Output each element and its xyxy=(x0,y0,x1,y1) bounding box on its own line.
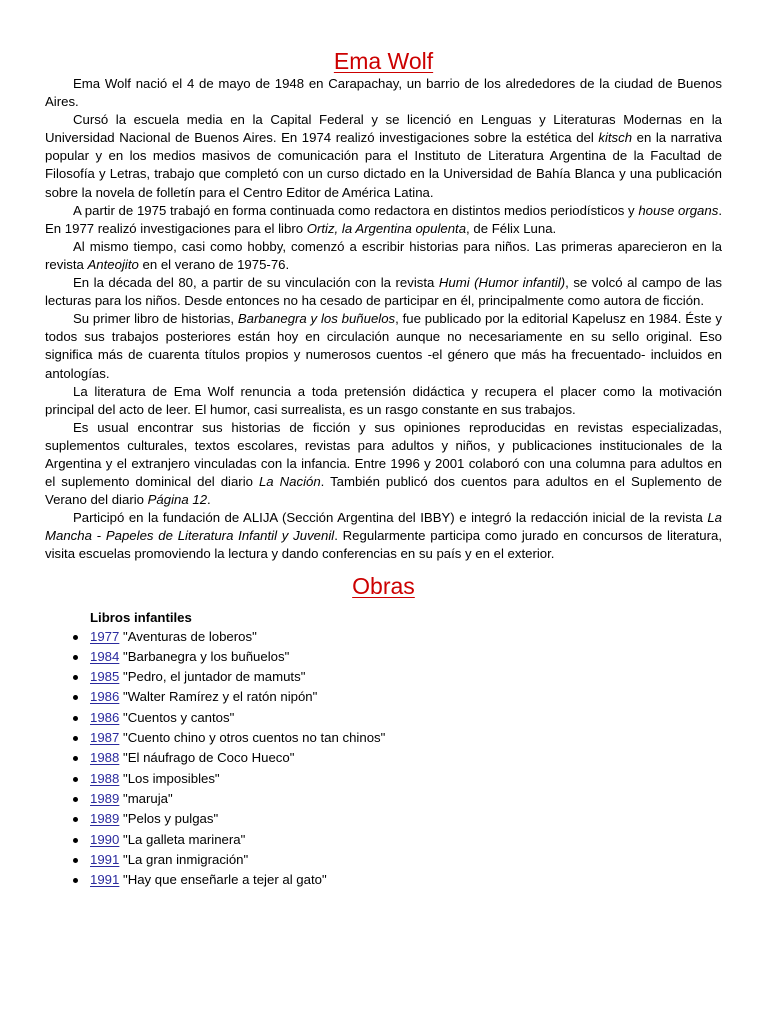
text-run: en la narrativa popular y en los medios masivos de comunicación para el Instituto de Literatura Argentina de la Facultad de Filosofía y Letras, trabajo que completó con un curso dictado en la Universidad de Bahía Blanca y una publicación sobre la novela de folletín para el Centro Editor de América Latina. xyxy=(45,130,722,200)
text-run: . xyxy=(207,492,211,508)
book-list-item xyxy=(90,870,722,890)
book-title: "La gran inmigración" xyxy=(123,851,249,867)
italic-title: house organs xyxy=(638,202,719,218)
italic-title: kitsch xyxy=(598,130,633,146)
book-title: "Barbanegra y los buñuelos" xyxy=(123,648,290,664)
bio-paragraph xyxy=(45,202,722,238)
text-run: Es usual encontrar sus historias de ficción y sus opiniones reproducidas en revistas especializadas, suplementos culturales, textos escolares, revistas para adultos y niños, y publicaciones institucionales de la Argentina y el extranjero vinculadas con la infancia. Entre 1996 y 2001 colaboró con una columna para adultos en el suplemento dominical del diario xyxy=(45,419,722,490)
bio-paragraph xyxy=(45,274,722,310)
book-title: "Hay que enseñarle a tejer al gato" xyxy=(123,872,327,888)
book-title: "El náufrago de Coco Hueco" xyxy=(123,750,295,766)
bio-paragraph xyxy=(45,310,722,382)
book-list-item xyxy=(90,667,722,687)
italic-title: Página 12 xyxy=(147,492,208,508)
books-list xyxy=(45,627,722,891)
book-list-item xyxy=(90,728,722,748)
italic-title: La Mancha - Papeles de Literatura Infantil y Juvenil xyxy=(45,510,722,544)
text-run: , fue publicado por la editorial Kapelusz en 1984. Éste y todos sus trabajos posteriores están hoy en circulación aunque no necesariamente en su sello original. Eso significa más de cuarenta títulos propios y numerosos cuentos -el género que más ha frecuentado- incluidos en antologías. xyxy=(45,311,722,381)
text-run: Participó en la fundación de ALIJA (Sección Argentina del IBBY) e integró la redacción inicial de la revista xyxy=(73,510,708,526)
book-year-link[interactable]: 1986 xyxy=(90,689,120,705)
italic-title: Humi (Humor infantil) xyxy=(438,275,566,291)
italic-title: La Nación xyxy=(258,474,321,490)
text-run: Cursó la escuela media en la Capital Federal y se licenció en Lenguas y Literaturas Modernas en la Universidad Nacional de Buenos Aires. En 1974 realizó investigaciones sobre la estética del xyxy=(45,112,722,146)
page-title: Ema Wolf xyxy=(333,48,434,74)
book-year-link[interactable]: 1977 xyxy=(90,628,120,644)
book-list-item xyxy=(90,748,722,768)
text-run: , de Félix Luna. xyxy=(466,220,557,236)
book-list-item xyxy=(90,830,722,850)
book-year-link[interactable]: 1991 xyxy=(90,851,120,867)
book-year-link[interactable]: 1984 xyxy=(90,648,120,664)
text-run: A partir de 1975 trabajó en forma continuada como redactora en distintos medios periodísticos y xyxy=(73,202,639,218)
book-year-link[interactable]: 1990 xyxy=(90,831,120,847)
books-subheading: Libros infantiles xyxy=(90,609,192,625)
bio-paragraph xyxy=(45,509,722,563)
book-year-link[interactable]: 1985 xyxy=(90,669,120,685)
text-run: . También publicó dos cuentos para adultos en el Suplemento de Verano del diario xyxy=(45,474,722,508)
book-year-link[interactable]: 1986 xyxy=(90,709,120,725)
book-list-item xyxy=(90,850,722,870)
biography-section xyxy=(45,75,722,564)
bio-paragraph xyxy=(45,383,722,419)
book-list-item xyxy=(90,647,722,667)
italic-title: Anteojito xyxy=(87,256,139,272)
text-run: Al mismo tiempo, casi como hobby, comenzó a escribir historias para niños. Las primeras aparecieron en la revista xyxy=(45,238,722,272)
text-run: en el verano de 1975-76. xyxy=(138,256,290,272)
text-run: Ema Wolf nació el 4 de mayo de 1948 en Carapachay, un barrio de los alrededores de la ciudad de Buenos Aires. xyxy=(45,76,722,110)
book-list-item xyxy=(90,789,722,809)
obras-heading: Obras xyxy=(352,572,415,599)
book-list-item xyxy=(90,708,722,728)
book-year-link[interactable]: 1987 xyxy=(90,730,120,746)
italic-title: Ortiz, la Argentina opulenta xyxy=(306,220,467,236)
book-title: "maruja" xyxy=(123,790,173,806)
document-page xyxy=(45,0,722,890)
book-title: "Los imposibles" xyxy=(123,770,220,786)
italic-title: Barbanegra y los buñuelos xyxy=(237,311,396,327)
bio-paragraph xyxy=(45,419,722,509)
book-title: "Cuentos y cantos" xyxy=(123,709,235,725)
book-year-link[interactable]: 1989 xyxy=(90,811,120,827)
book-list-item xyxy=(90,809,722,829)
book-list-item xyxy=(90,627,722,647)
text-run: En la década del 80, a partir de su vinculación con la revista xyxy=(73,275,439,291)
text-run: . En 1977 realizó investigaciones para el libro xyxy=(45,202,722,236)
book-title: "Cuento chino y otros cuentos no tan chinos" xyxy=(123,730,386,746)
book-year-link[interactable]: 1991 xyxy=(90,872,120,888)
book-title: "Pedro, el juntador de mamuts" xyxy=(123,669,306,685)
book-year-link[interactable]: 1988 xyxy=(90,750,120,766)
bio-paragraph xyxy=(45,75,722,111)
text-run: Su primer libro de historias, xyxy=(73,311,238,327)
book-title: "Pelos y pulgas" xyxy=(123,811,219,827)
bio-paragraph xyxy=(45,238,722,274)
book-list-item xyxy=(90,769,722,789)
book-year-link[interactable]: 1989 xyxy=(90,790,120,806)
text-run: . Regularmente participa como jurado en concursos de literatura, visita escuelas promoviendo la lectura y dando conferencias en su país y en el exterior. xyxy=(45,528,722,562)
book-year-link[interactable]: 1988 xyxy=(90,770,120,786)
book-title: "La galleta marinera" xyxy=(123,831,246,847)
bio-paragraph xyxy=(45,111,722,201)
text-run: , se volcó al campo de las lecturas para los niños. Desde entonces no ha cesado de participar en él, principalmente como autora de ficción. xyxy=(45,275,722,309)
book-title: "Walter Ramírez y el ratón nipón" xyxy=(123,689,318,705)
book-list-item xyxy=(90,687,722,707)
text-run: La literatura de Ema Wolf renuncia a toda pretensión didáctica y recupera el placer como la motivación principal del acto de leer. El humor, casi surrealista, es un rasgo constante en sus trabajos. xyxy=(45,383,722,417)
book-title: "Aventuras de loberos" xyxy=(123,628,257,644)
